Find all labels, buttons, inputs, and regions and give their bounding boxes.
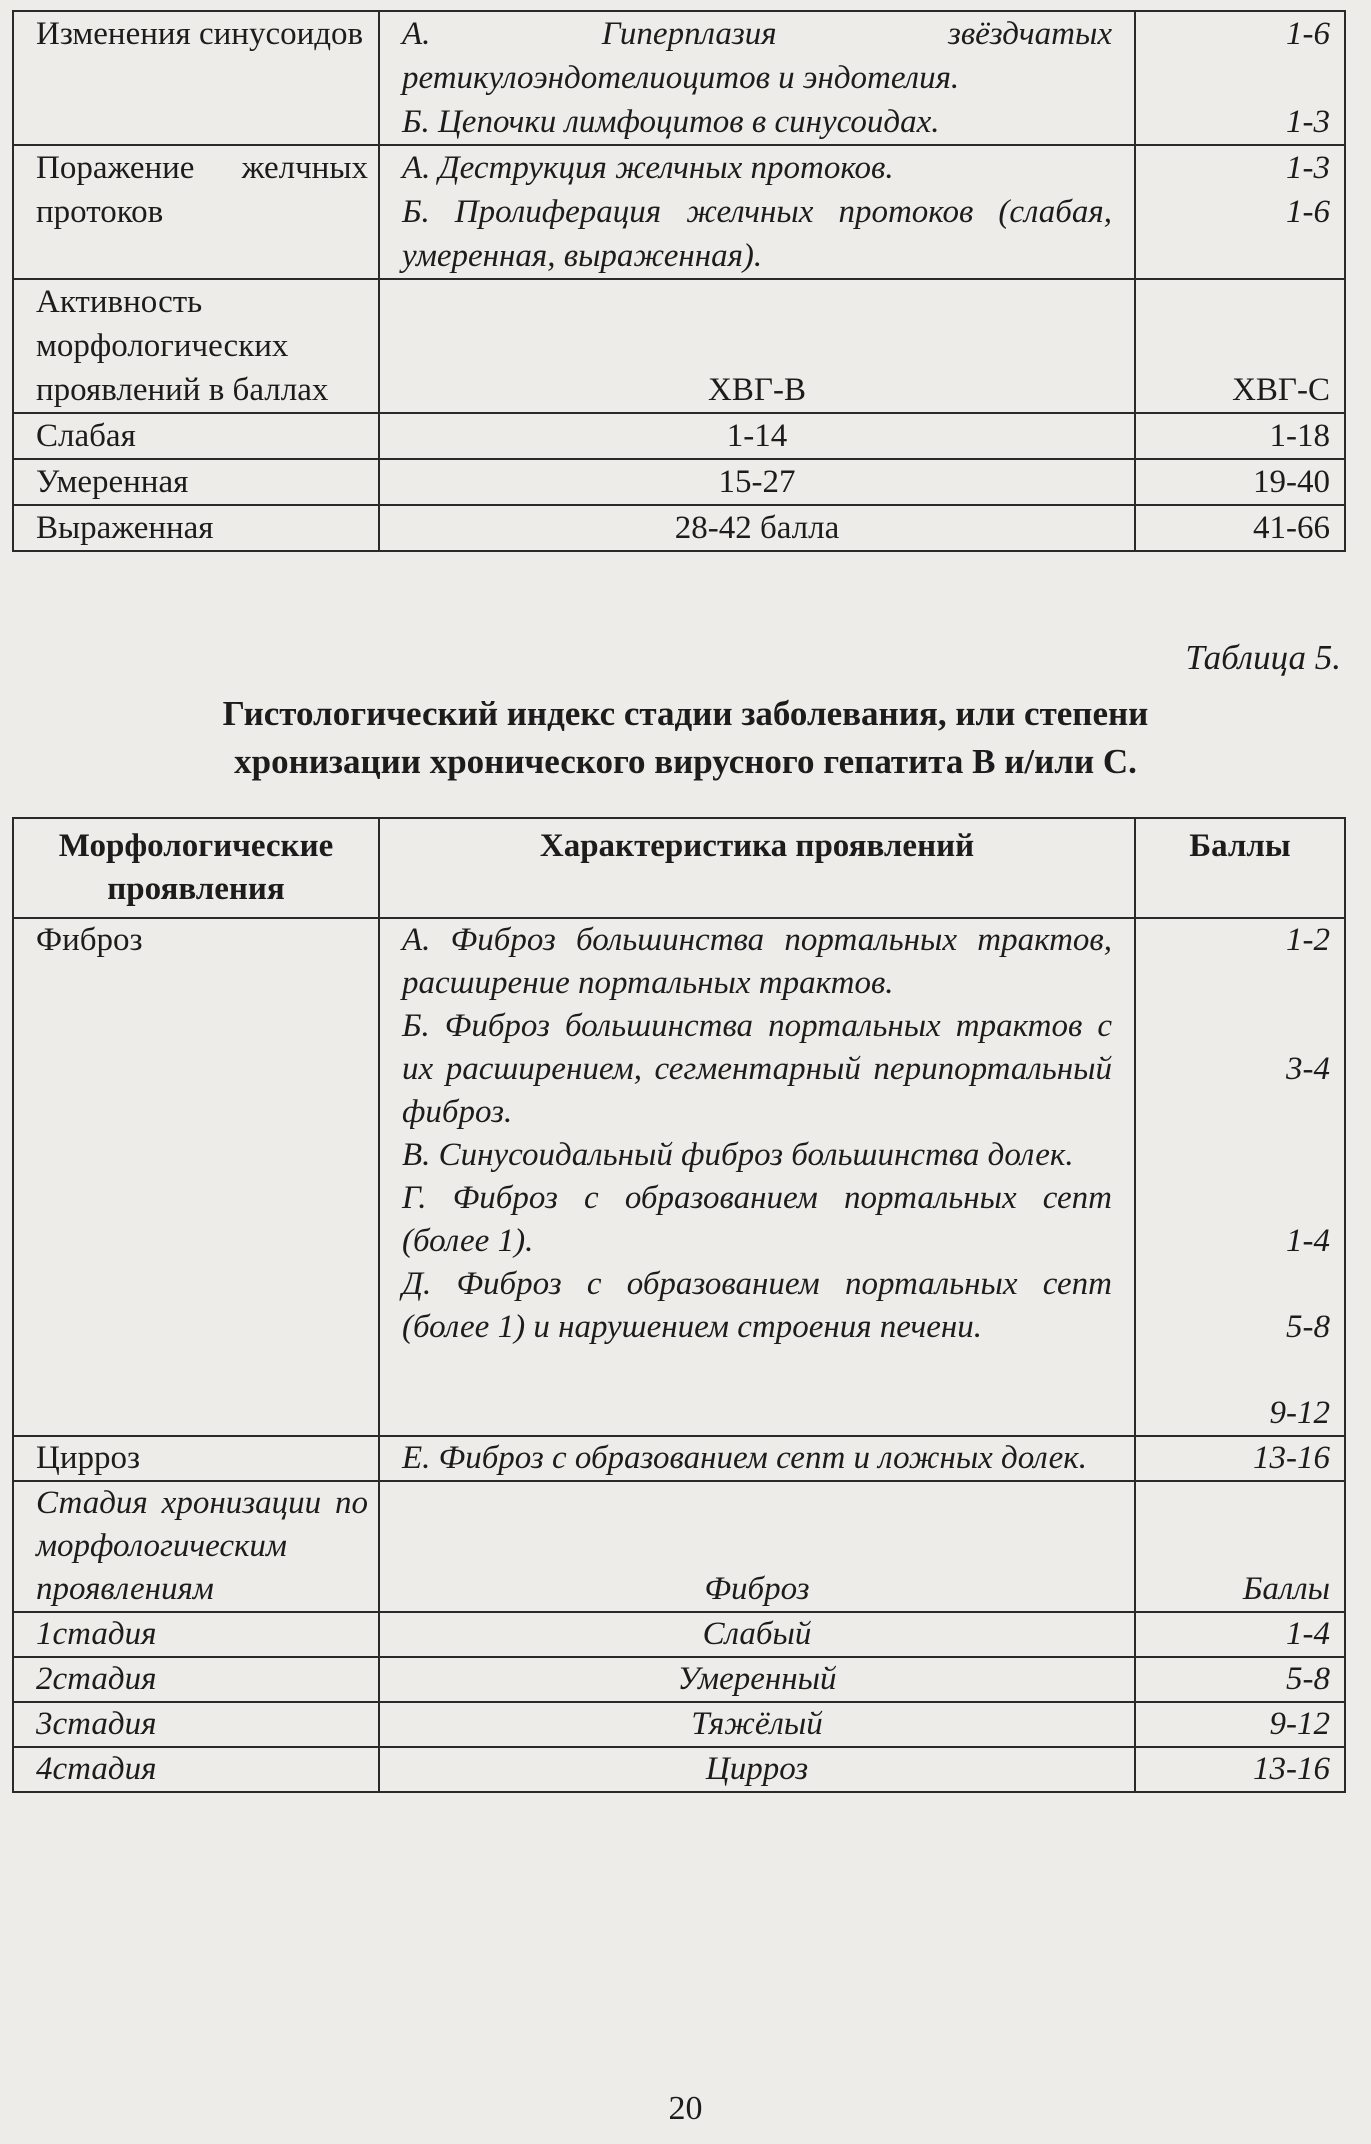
page-number: 20 <box>668 2090 703 2127</box>
fibrosis-items <box>379 918 1135 1436</box>
table-row <box>13 11 1345 145</box>
table-row <box>13 1436 1345 1481</box>
stage-header-score: Баллы <box>1135 1481 1345 1612</box>
score-value: 3-4 <box>1286 1051 1330 1087</box>
header-row <box>13 818 1345 918</box>
stage-score: 5-8 <box>1135 1657 1345 1702</box>
row-label-text: Изменения синусоидов <box>36 16 364 52</box>
item-text: Г. Фиброз с образованием портальных септ (более 1). <box>402 1180 1112 1259</box>
title-line: хронизации хронического вирусного гепатита В и/или С. <box>234 742 1137 781</box>
item-text: Д. Фиброз с образованием портальных септ (более 1) и нарушением строения печени. <box>402 1266 1112 1345</box>
table-row <box>13 413 1345 459</box>
score-value: 1-6 <box>1286 16 1330 52</box>
row-scores <box>1135 145 1345 279</box>
score-value: 1-4 <box>1286 1223 1330 1259</box>
row-items <box>379 11 1135 145</box>
activity-label-text: Активность морфологических проявлений в баллах <box>36 284 329 408</box>
table-caption: Таблица 5. <box>1185 638 1341 677</box>
item-text: А. Фиброз большинства портальных трактов, расширение портальных трактов. <box>402 922 1112 1001</box>
stage-header-fibrosis: Фиброз <box>379 1481 1135 1612</box>
grade-name: Слабая <box>13 413 379 459</box>
stage-score: 9-12 <box>1135 1702 1345 1747</box>
table-row <box>13 279 1345 413</box>
fibrosis-label: Фиброз <box>13 918 379 1436</box>
item-text: А. Гиперплазия звёздчатых ретикулоэндотелиоцитов и эндотелия. <box>402 16 1112 96</box>
stage-fibrosis: Цирроз <box>379 1747 1135 1792</box>
table-row <box>13 1481 1345 1612</box>
grade-value-c: 1-18 <box>1135 413 1345 459</box>
stage-name: 2стадия <box>13 1657 379 1702</box>
stage-fibrosis: Слабый <box>379 1612 1135 1657</box>
col-header-c <box>1135 279 1345 413</box>
table-row <box>13 505 1345 551</box>
table-row <box>13 1702 1345 1747</box>
item-text: Б. Пролиферация желчных протоков (слабая, умеренная, выраженная). <box>402 194 1112 274</box>
col-header-b <box>379 279 1135 413</box>
score-value: 1-2 <box>1286 922 1330 958</box>
title-line: Гистологический индекс стадии заболевания, или степени <box>222 694 1149 733</box>
score-value: 1-6 <box>1286 194 1330 230</box>
grade-name: Умеренная <box>13 459 379 505</box>
row-label-bile-ducts <box>13 145 379 279</box>
score-value: 1-3 <box>1286 104 1330 140</box>
table-row <box>13 918 1345 1436</box>
stage-score: 13-16 <box>1135 1747 1345 1792</box>
item-text: Б. Фиброз большинства портальных трактов с их расширением, сегментарный перипортальный фиброз. <box>402 1008 1112 1130</box>
stage-fibrosis: Умеренный <box>379 1657 1135 1702</box>
col-header-b-text: ХВГ-В <box>708 372 806 408</box>
grade-value-b: 1-14 <box>379 413 1135 459</box>
item-text: А. Деструкция желчных протоков. <box>402 150 894 186</box>
stage-name: 3стадия <box>13 1702 379 1747</box>
grade-name: Выраженная <box>13 505 379 551</box>
score-value: 9-12 <box>1269 1395 1330 1431</box>
cirrhosis-text: Е. Фиброз с образованием септ и ложных долек. <box>379 1436 1135 1481</box>
header-characteristics: Характеристика проявлений <box>379 818 1135 918</box>
activity-label <box>13 279 379 413</box>
score-value: 1-3 <box>1286 150 1330 186</box>
stage-fibrosis: Тяжёлый <box>379 1702 1135 1747</box>
stage-name: 1стадия <box>13 1612 379 1657</box>
table-row <box>13 1612 1345 1657</box>
table-row <box>13 459 1345 505</box>
header-morph: Морфологические проявления <box>13 818 379 918</box>
col-header-c-text: ХВГ-С <box>1232 372 1330 408</box>
table-row <box>13 1657 1345 1702</box>
table-title <box>0 690 1371 786</box>
grade-value-c: 41-66 <box>1135 505 1345 551</box>
chronization-table <box>12 817 1346 1793</box>
row-label-text: Поражение желчных протоков <box>36 150 368 230</box>
table-row <box>13 145 1345 279</box>
row-label-sinusoids <box>13 11 379 145</box>
table-row <box>13 1747 1345 1792</box>
row-scores <box>1135 11 1345 145</box>
stage-score: 1-4 <box>1135 1612 1345 1657</box>
score-value: 5-8 <box>1286 1309 1330 1345</box>
item-text: Б. Цепочки лимфоцитов в синусоидах. <box>402 104 940 140</box>
stage-header-label: Стадия хронизации по морфологическим проявлениям <box>13 1481 379 1612</box>
row-items <box>379 145 1135 279</box>
grade-value-b: 15-27 <box>379 459 1135 505</box>
cirrhosis-label: Цирроз <box>13 1436 379 1481</box>
fibrosis-scores <box>1135 918 1345 1436</box>
grade-value-c: 19-40 <box>1135 459 1345 505</box>
cirrhosis-score: 13-16 <box>1135 1436 1345 1481</box>
grade-value-b: 28-42 балла <box>379 505 1135 551</box>
activity-table <box>12 10 1346 552</box>
header-score: Баллы <box>1135 818 1345 918</box>
stage-name: 4стадия <box>13 1747 379 1792</box>
item-text: В. Синусоидальный фиброз большинства долек. <box>402 1137 1074 1173</box>
